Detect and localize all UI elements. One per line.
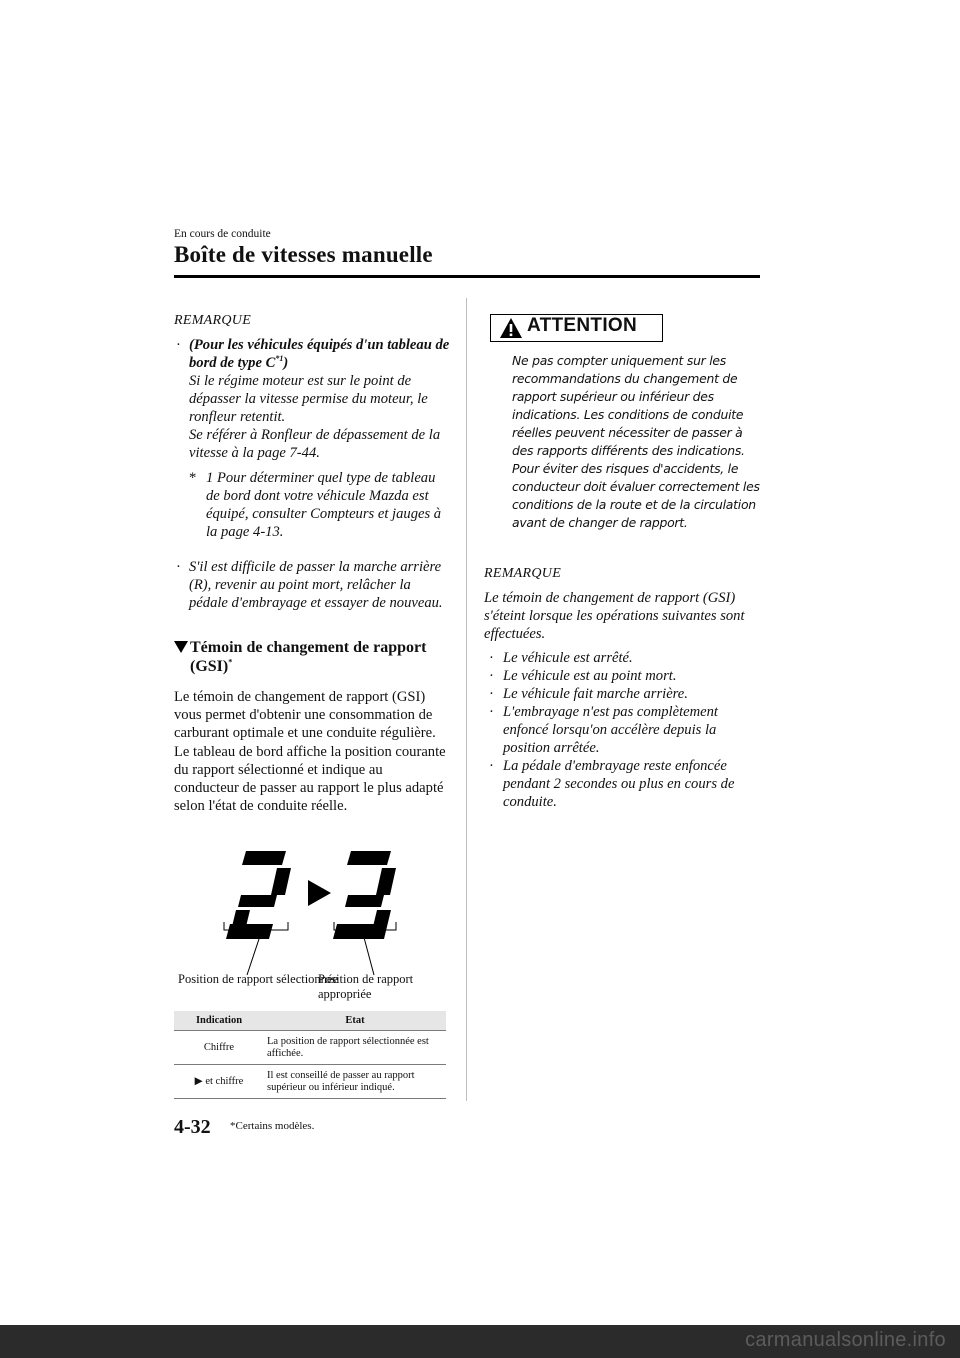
page-title: Boîte de vitesses manuelle: [174, 242, 433, 267]
list-item: · La pédale d'embrayage reste enfoncée pendant 2 secondes ou plus en cours de conduite.: [489, 758, 735, 810]
label-appropriate-gear: Position de rapport appropriée: [318, 972, 414, 1001]
list-item: · L'embrayage n'est pas complètement enfoncé lorsqu'on accélère depuis la position arrêtée.: [489, 704, 718, 756]
list-item: · Le véhicule est au point mort.: [489, 668, 677, 684]
digit-2-segment-upper-right: [271, 868, 291, 895]
label-selected-gear: Position de rapport sélectionnée: [178, 972, 339, 986]
table-row: [174, 1031, 446, 1065]
page-number: 4-32: [174, 1116, 211, 1138]
bullet-dot-icon: ·: [489, 758, 494, 774]
shift-arrow-icon: [308, 880, 331, 906]
table-header-state: Etat: [264, 1011, 446, 1031]
warning-triangle-icon: [499, 317, 523, 339]
footer-note: *Certains modèles.: [230, 1120, 315, 1132]
digit-3-segment-middle: [345, 895, 384, 907]
table-cell-indication: ▶ et chiffre: [174, 1065, 264, 1099]
section-heading-gsi: Témoin de changement de rapport (GSI)*: [174, 638, 450, 676]
footnote-mark: *: [189, 470, 197, 486]
bullet-dot-icon: ·: [176, 559, 181, 575]
gsi-illustration: [174, 842, 444, 1008]
table-row: [174, 1065, 446, 1099]
watermark-bar: [0, 1325, 960, 1358]
note-bullet: [174, 336, 450, 462]
digit-2-segment-middle: [238, 895, 277, 907]
table-header-row: [174, 1011, 446, 1031]
table-cell-state: Il est conseillé de passer au rapport supérieur ou inférieur indiqué.: [264, 1065, 446, 1099]
bullet-dot-icon: ·: [489, 668, 494, 684]
triangle-down-icon: [174, 641, 188, 653]
table-header-indication: Indication: [174, 1011, 264, 1031]
note-title: REMARQUE: [484, 566, 562, 581]
footnote-text: 1 Pour déterminer quel type de tableau de bord dont votre véhicule Mazda est équipé, consulter Compteurs et jauges à la page 4-13.: [206, 470, 442, 540]
left-column: [174, 312, 450, 815]
bullet-dot-icon: ·: [489, 650, 494, 666]
gsi-indication-table: [174, 1011, 446, 1099]
watermark-text[interactable]: carmanualsonline.info: [745, 1329, 946, 1351]
bullet-dot-icon: ·: [176, 337, 181, 353]
digit-2-segment-bottom: [226, 924, 273, 939]
warning-text: Ne pas compter uniquement sur les recommandations du changement de rapport supérieur ou inférieur des indications. Les conditions de conduite réelles peuvent nécessiter de passer à des rapports différents des indications. Pour éviter des risques d'accidents, le conducteur doit évaluer correctement les conditions de la route et de la circulation avant de changer de rapport.: [512, 353, 760, 530]
warning-title: ATTENTION: [527, 315, 638, 336]
list-item: · Le véhicule est arrêté.: [489, 650, 633, 666]
digit-2-segment-top: [242, 851, 286, 865]
note-bullet-reference[interactable]: Se référer à Ronfleur de dépassement de la vitesse à la page 7-44.: [189, 427, 441, 461]
column-divider: [466, 298, 467, 1101]
note-bullet-body: S'il est difficile de passer la marche arrière (R), revenir au point mort, relâcher la pédale d'embrayage et essayer de nouveau.: [189, 559, 443, 611]
note-title: REMARQUE: [174, 313, 252, 328]
note-intro: Le témoin de changement de rapport (GSI) s'éteint lorsque les opérations suivantes sont effectuées.: [484, 590, 745, 642]
right-column: [484, 314, 760, 811]
gsi-paragraph: Le témoin de changement de rapport (GSI) vous permet d'obtenir une consommation de carburant optimale et une conduite régulière. Le tableau de bord affiche la position courante du rapport sélectionné et indique au conducteur de passer au rapport le plus adapté selon l'état de conduite réelle.: [174, 689, 446, 815]
digit-3-segment-top: [347, 851, 391, 865]
warning-box: [490, 314, 663, 342]
note-bullet-heading: (Pour les véhicules équipés d'un tableau de bord de type $C^{*1}$): [189, 337, 450, 371]
note-bullet: [174, 558, 450, 612]
list-item: · Le véhicule fait marche arrière.: [489, 686, 688, 702]
bullet-dot-icon: ·: [489, 704, 494, 720]
footnote: [174, 469, 450, 541]
note-bullet-body: Si le régime moteur est sur le point de dépasser la vitesse permise du moteur, le ronfleur retentit.: [189, 373, 428, 425]
bullet-dot-icon: ·: [489, 686, 494, 702]
digit-3-segment-bottom: [333, 924, 380, 939]
shift-arrow-icon: ▶: [194, 1075, 203, 1087]
table-cell-state: La position de rapport sélectionnée est affichée.: [264, 1031, 446, 1065]
title-rule: [174, 275, 760, 278]
table-cell-indication: Chiffre: [174, 1031, 264, 1065]
digit-3-segment-upper-right: [376, 868, 396, 895]
section-label: En cours de conduite: [174, 228, 271, 240]
